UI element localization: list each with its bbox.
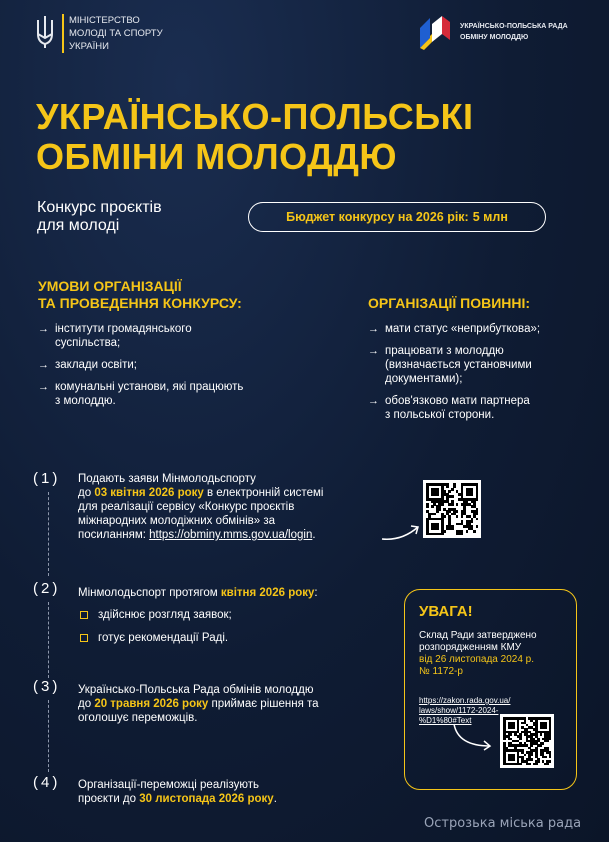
qr-module [451, 528, 454, 531]
qr-module [448, 490, 451, 493]
list-item: → заклади освіти; [38, 358, 328, 372]
qr-module [441, 503, 444, 506]
qr-module [476, 498, 479, 501]
qr-code-icon[interactable] [500, 714, 554, 768]
ministry-line: МІНІСТЕРСТВО [69, 15, 140, 26]
qr-module [542, 742, 545, 745]
qr-module [530, 754, 533, 757]
list-item: → мати статус «неприбутковa»; [368, 322, 598, 336]
qr-module [466, 530, 469, 533]
heading-line: ТА ПРОВЕДЕННЯ КОНКУРСУ: [38, 295, 242, 311]
list-item: готує рекомендації Раді. [78, 631, 388, 645]
qr-module [453, 485, 456, 488]
budget-badge [248, 202, 546, 232]
qr-module [535, 763, 538, 766]
qr-module [443, 530, 446, 533]
qr-module [461, 515, 464, 518]
list-item: → інститути громадянського суспільства; [38, 322, 328, 350]
attention-text: Склад Ради затверджено розпорядженням КМУ від 26 листопада 2024 р. № 1172-р [419, 630, 537, 677]
qr-module [441, 533, 444, 536]
qr-module [438, 508, 441, 511]
qr-module [451, 488, 454, 491]
subtitle [37, 199, 162, 235]
qr-module [456, 515, 459, 518]
ministry-line: УКРАЇНИ [69, 41, 109, 52]
council-name [460, 21, 568, 43]
qr-module [471, 493, 474, 496]
requirements-list [368, 322, 598, 422]
qr-module [436, 528, 439, 531]
qr-module [540, 733, 543, 736]
conditions-heading [38, 278, 328, 312]
council-logo [418, 14, 568, 50]
qr-module [436, 510, 439, 513]
qr-module [476, 518, 479, 521]
qr-module [524, 754, 527, 757]
step-2-text: Мінмолодьспорт протягом квітня 2026 року: здійснює розгляд заявок; готує рекомендації Раді. [78, 586, 388, 654]
qr-module [456, 503, 459, 506]
list-item: → обов'язково мати партнера з польської сторони. [368, 394, 598, 422]
council-line: ОБМІНУ МОЛОДДЮ [460, 34, 529, 41]
qr-module [546, 740, 549, 743]
list-item: → комунальні установи, які працюють з молоддю. [38, 380, 328, 408]
step-number: (2) [33, 580, 61, 597]
qr-module [456, 510, 459, 513]
qr-module [519, 738, 522, 741]
qr-module [528, 763, 531, 766]
arrow-icon [380, 515, 422, 545]
qr-module [549, 756, 552, 759]
trident-icon [34, 14, 56, 50]
council-line: УКРАЇНСЬКО-ПОЛЬСЬКА РАДА [460, 23, 568, 30]
qr-module [544, 756, 547, 759]
ministry-line: МОЛОДІ ТА СПОРТУ [69, 28, 163, 39]
qr-module [443, 515, 446, 518]
qr-module [519, 763, 522, 766]
timeline-connector [48, 700, 49, 772]
qr-module [510, 733, 513, 736]
step-number: (3) [33, 678, 61, 695]
qr-module [446, 485, 449, 488]
step-4-text: Організації-переможці реалізують проєкти до 30 листопада 2026 року. [78, 779, 277, 805]
requirements-heading: ОРГАНІЗАЦІЇ ПОВИННІ: [368, 295, 531, 311]
step-1-text: Подають заяви Мінмолодьспорту до 03 квітня 2026 року в електронній системі для реалізації сервісу «Конкурс проєктів міжнародних молодіжних обмінів» за посиланням: https://obminy.mms.gov.ua/login. [78, 473, 324, 541]
watermark: Острозька міська рада [424, 816, 582, 831]
title-line: УКРАЇНСЬКО-ПОЛЬСЬКІ [36, 96, 474, 137]
qr-module [426, 505, 429, 508]
requirements-section [368, 295, 598, 430]
qr-module [530, 744, 533, 747]
list-item: → працювати з молоддю (визначається установчими документами); [368, 344, 598, 386]
budget-label: Бюджет конкурсу на 2026 рік: [286, 210, 469, 224]
qr-module [473, 530, 476, 533]
qr-module [530, 758, 533, 761]
qr-module [476, 513, 479, 516]
qr-module [546, 763, 549, 766]
arrow-icon [450, 722, 496, 752]
flags-icon [418, 14, 452, 50]
qr-module [471, 520, 474, 523]
conditions-list [38, 322, 328, 408]
attention-title: УВАГА! [419, 603, 473, 620]
main-title [36, 97, 474, 177]
timeline-connector [48, 602, 49, 678]
list-item: здійснює розгляд заявок; [78, 608, 388, 622]
step-3-text: Українсько-Польська Рада обмінів молоддю до 20 травня 2026 року приймає рішення та оголошує переможців. [78, 684, 319, 724]
qr-module [512, 726, 515, 729]
qr-module [431, 505, 434, 508]
timeline-connector [48, 492, 49, 576]
budget-value: 5 млн [472, 210, 508, 224]
qr-module [433, 513, 436, 516]
qr-module [503, 738, 506, 741]
step-number: (1) [33, 470, 61, 487]
ministry-name [62, 14, 163, 53]
qr-module [549, 738, 552, 741]
heading-line: УМОВИ ОРГАНІЗАЦІЇ [38, 278, 182, 294]
subtitle-line: для молоді [37, 217, 120, 234]
qr-module [537, 760, 540, 763]
qr-module [451, 495, 454, 498]
decree-link[interactable]: https://zakon.rada.gov.ua/ laws/show/1172-2024- %D1%80#Text [419, 696, 511, 725]
ministry-logo [34, 14, 163, 53]
qr-module [476, 525, 479, 528]
qr-module [544, 726, 547, 729]
conditions-section [38, 278, 328, 416]
qr-module [461, 533, 464, 536]
qr-module [436, 493, 439, 496]
qr-module [512, 758, 515, 761]
qr-module [451, 503, 454, 506]
registration-link[interactable]: https://obminy.mms.gov.ua/login [149, 529, 313, 541]
step-number: (4) [33, 774, 61, 791]
title-line: ОБМІНИ МОЛОДДЮ [36, 136, 398, 177]
qr-code-icon[interactable] [423, 480, 481, 538]
step-2-list [78, 608, 388, 645]
qr-module [549, 760, 552, 763]
subtitle-line: Конкурс проєктів [37, 199, 162, 216]
qr-module [540, 744, 543, 747]
